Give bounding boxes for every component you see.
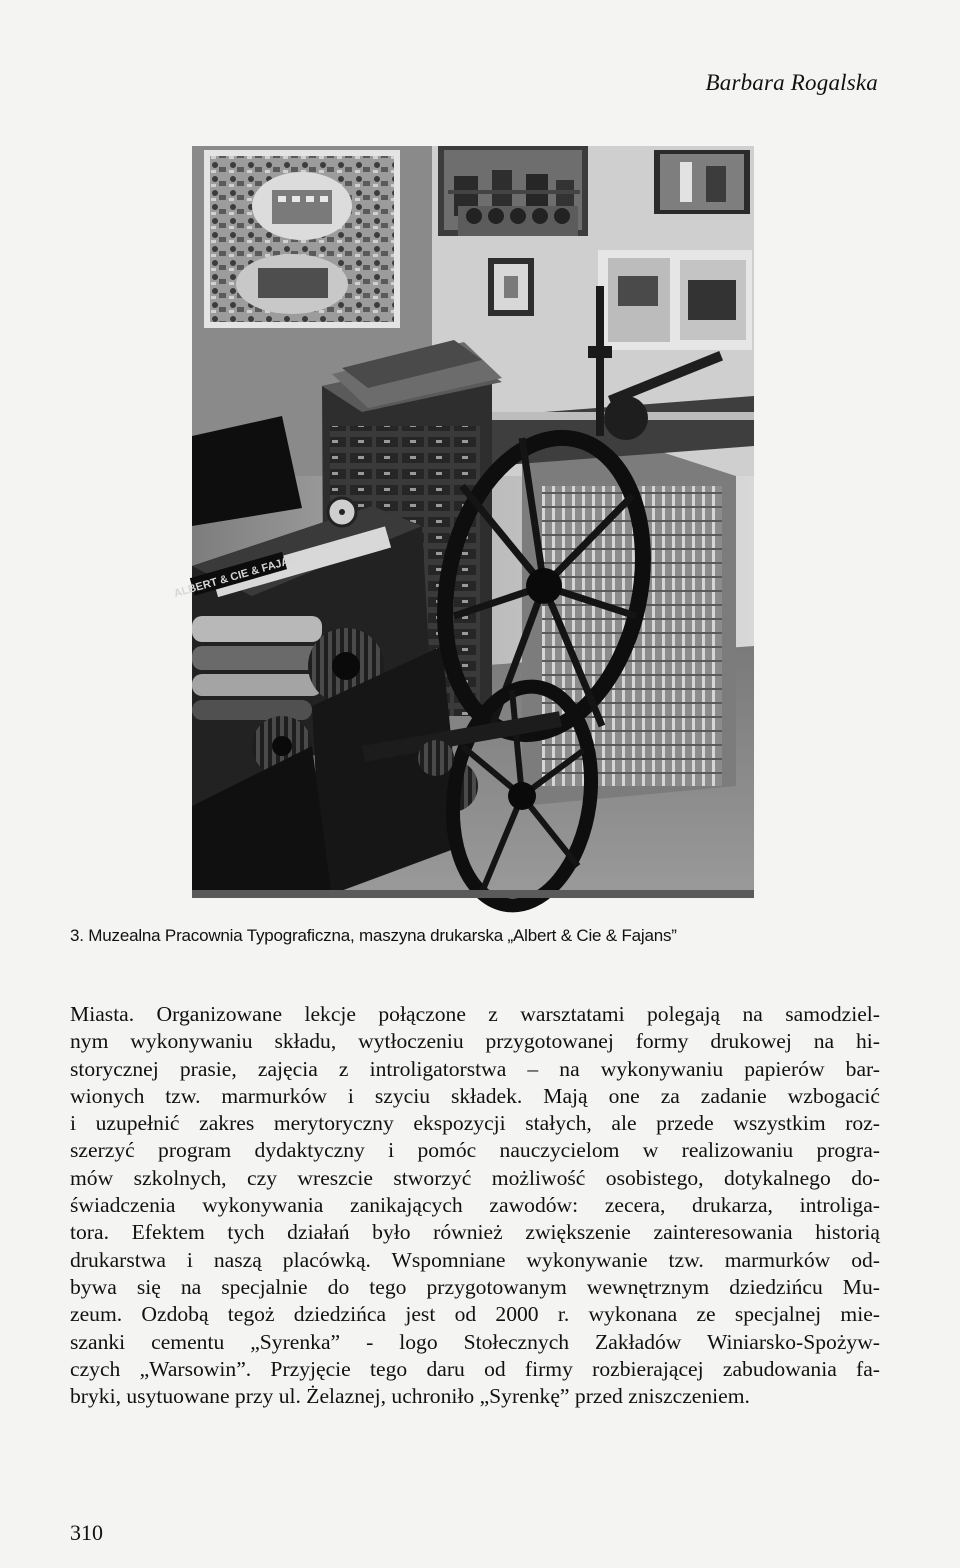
body-line: mów szkolnych, czy wreszcie stworzyć możliwość osobistego, dotykalnego do- [70, 1165, 880, 1190]
body-line: i uzupełnić zakres merytoryczny ekspozycji stałych, ale przede wszystkim roz- [70, 1111, 880, 1136]
body-text [70, 1001, 880, 1410]
body-line: storycznej prasie, zajęcia z introligatorstwa – na wykonywaniu papierów bar- [70, 1056, 880, 1081]
body-line: czych „Warsowin”. Przyjęcie tego daru od firmy rozbierającej zabudowania fa- [70, 1356, 880, 1381]
printing-press-photo [172, 146, 754, 898]
press-nameplate: ALBERT & CIE & FAJANS [172, 551, 306, 600]
body-line: nym wykonywaniu składu, wytłoczeniu przygotowanej formy drukowej na hi- [70, 1029, 880, 1054]
body-line: szanki cementu „Syrenka” - logo Stołecznych Zakładów Winiarsko-Spożyw- [70, 1329, 880, 1354]
page-number: 310 [70, 1520, 103, 1545]
body-line: zeum. Ozdobą tegoż dziedzińca jest od 2000 r. wykonana ze specjalnej mie- [70, 1302, 880, 1327]
body-line: szerzyć program dydaktyczny i pomóc nauczycielom w realizowaniu progra- [70, 1138, 880, 1163]
running-head-author: Barbara Rogalska [705, 70, 878, 95]
printing-press-photo-drawing [172, 146, 754, 898]
body-line: bryki, usytuowane przy ul. Żelaznej, uchroniło „Syrenkę” przed zniszczeniem. [70, 1384, 750, 1409]
body-line: tora. Efektem tych działań było również zwiększenie zainteresowania historią [70, 1220, 880, 1245]
body-line: Miasta. Organizowane lekcje połączone z warsztatami polegają na samodziel- [70, 1002, 880, 1026]
body-line: wionych tzw. marmurków i szyciu składek. Mają one za zadanie wzbogacić [70, 1083, 880, 1108]
figure-caption: 3. Muzealna Pracownia Typograficzna, maszyna drukarska „Albert & Cie & Fajans” [70, 926, 677, 945]
body-line: drukarstwa i naszą placówką. Wspomniane wykonywanie tzw. marmurków od- [70, 1247, 880, 1272]
body-line: świadczenia wykonywania zanikających zawodów: zecera, drukarza, introliga- [70, 1193, 880, 1218]
body-line: bywa się na specjalnie do tego przygotowanym wewnętrznym dziedzińcu Mu- [70, 1274, 880, 1299]
